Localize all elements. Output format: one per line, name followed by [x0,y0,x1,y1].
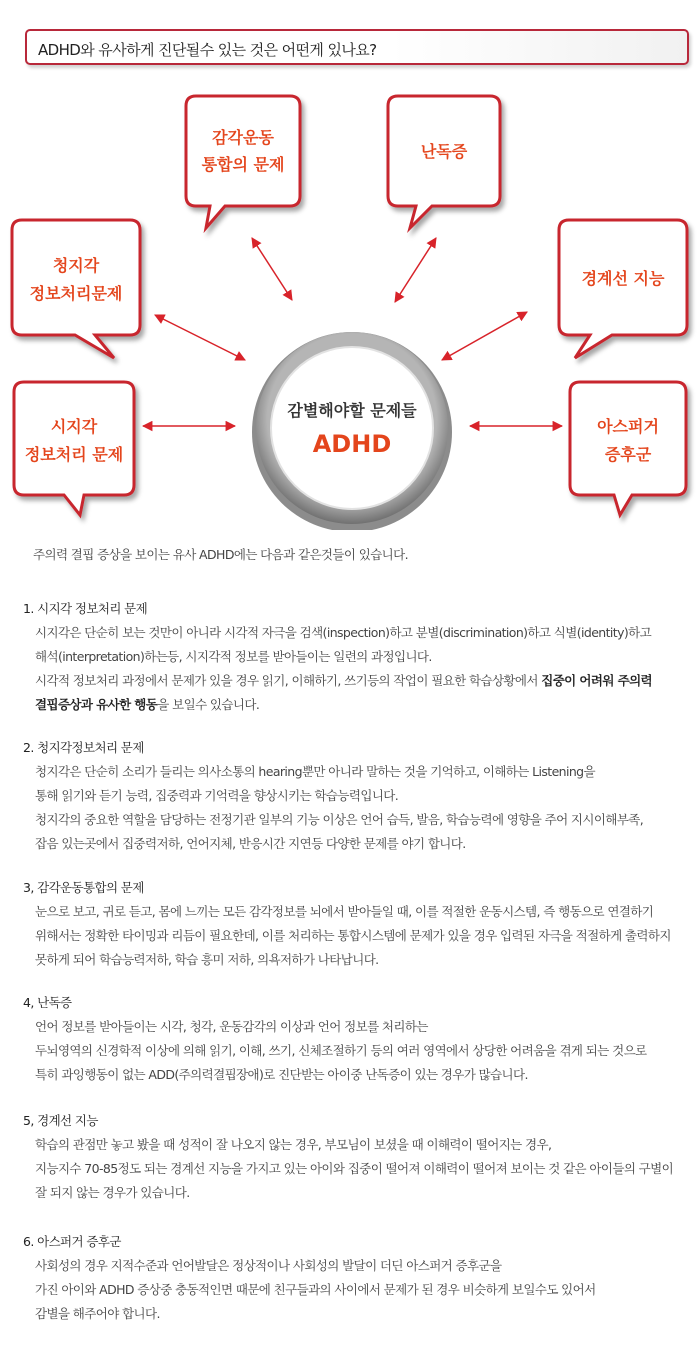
bubble-asperger-line2: 증후군 [604,445,652,464]
arrow-sensory [252,238,292,300]
center-adhd: ADHD [312,430,392,458]
bubble-sensory [186,96,300,228]
section-line: 감별을 해주어야 합니다. [35,1306,160,1321]
bubble-sensory-line2: 통합의 문제 [201,155,285,174]
section-line: 지능지수 70-85정도 되는 경계선 지능을 가지고 있는 아이와 집중이 떨어져 이해력이 떨어져 보이는 것 같은 아이들의 구별이 [35,1161,674,1176]
section-line: 청지각의 중요한 역할을 담당하는 전정기관 일부의 기능 이상은 언어 습득, 발음, 학습능력에 영향을 주어 지시이해부족, [35,812,644,827]
section-borderline [23,1109,683,1205]
section-line: 잘 되지 않는 경우가 있습니다. [35,1185,190,1200]
intro-text: 주의력 결핍 증상을 보이는 유사 ADHD에는 다음과 같은것들이 있습니다. [33,547,408,562]
section-dyslexia [23,991,683,1087]
section-line-text: 을 보일수 있습니다. [157,697,260,712]
section-line: 위해서는 정확한 타이밍과 리듬이 필요한데, 이를 처리하는 통합시스템에 문제가 있을 경우 입력된 자극을 적절하게 출력하지 [35,928,671,943]
section-line: 가진 아이와 ADHD 증상중 충동적인면 때문에 친구들과의 사이에서 문제가 된 경우 비슷하게 보일수도 있어서 [35,1282,596,1297]
bubble-dyslexia [388,96,500,228]
section-heading: 2. 청지각정보처리 문제 [23,740,144,755]
section-line [35,693,683,717]
section-heading: 1. 시지각 정보처리 문제 [23,601,148,616]
arrow-auditory [155,315,245,360]
page-title: ADHD와 유사하게 진단될수 있는 것은 어떤게 있나요? [38,41,377,59]
section-emphasis: 집중이 어려워 주의력 [541,673,653,688]
bubble-visual-line1: 시지각 [50,417,98,436]
bubble-auditory-line1: 청지각 [52,256,100,275]
section-line: 눈으로 보고, 귀로 듣고, 몸에 느끼는 모든 감각정보를 뇌에서 받아들일 때, 이를 적절한 운동시스템, 즉 행동으로 연결하기 [35,904,654,919]
section-heading: 6. 아스퍼거 증후군 [23,1234,121,1249]
bubble-asperger-line1: 아스퍼거 [597,417,659,436]
bubble-sensory-line1: 감각운동 [212,128,274,147]
title-box [25,29,689,65]
bubble-borderline-line1: 경계선 지능 [581,269,665,288]
bubble-auditory-line2: 정보처리문제 [29,284,123,303]
bubble-dyslexia-line1: 난독증 [420,142,468,161]
section-line: 통해 읽기와 듣기 능력, 집중력과 기억력을 향상시키는 학습능력입니다. [35,788,399,803]
section-heading: 5, 경계선 지능 [23,1113,98,1128]
section-visual [23,597,683,717]
section-line: 두뇌영역의 신경학적 이상에 의해 읽기, 이해, 쓰기, 신체조절하기 등의 여러 영역에서 상당한 어려움을 겪게 되는 것으로 [35,1043,647,1058]
section-heading: 3, 감각운동통합의 문제 [23,880,144,895]
bubble-asperger [570,382,686,515]
section-line: 해석(interpretation)하는등, 시지각적 정보를 받아들이는 일련의 과정입니다. [35,649,432,664]
section-line: 특히 과잉행동이 없는 ADD(주의력결핍장애)로 진단받는 아이중 난독증이 있는 경우가 많습니다. [35,1067,528,1082]
bubble-borderline [559,220,687,358]
section-line: 학습의 관점만 놓고 봤을 때 성적이 잘 나오지 않는 경우, 부모님이 보셨을 때 이해력이 떨어지는 경우, [35,1137,552,1152]
bubble-visual-line2: 정보처리 문제 [24,445,124,464]
center-circle [252,332,452,530]
section-emphasis: 결핍증상과 유사한 행동 [35,697,158,712]
section-line: 사회성의 경우 지적수준과 언어발달은 정상적이나 사회성의 발달이 더딘 아스퍼거 증후군을 [35,1258,502,1273]
bubble-auditory [12,220,140,358]
section-heading: 4, 난독증 [23,995,72,1010]
section-asperger [23,1230,683,1326]
section-sensory [23,876,683,972]
section-line [35,669,683,693]
center-label: 감별해야할 문제들 [287,401,417,420]
diagram [0,80,699,530]
section-line: 청지각은 단순히 소리가 들리는 의사소통의 hearing뿐만 아니라 말하는 것을 기억하고, 이해하는 Listening을 [35,764,595,779]
section-line: 잡음 있는곳에서 집중력저하, 언어지체, 반응시간 지연등 다양한 문제를 야기 합니다. [35,836,466,851]
bubble-visual [14,382,134,515]
arrow-dyslexia [395,238,436,302]
arrow-borderline [442,312,527,360]
section-line-text: 시각적 정보처리 과정에서 문제가 있을 경우 읽기, 이해하기, 쓰기등의 작업이 필요한 학습상황에서 [35,673,542,688]
section-auditory [23,736,683,856]
section-line: 언어 정보를 받아들이는 시각, 청각, 운동감각의 이상과 언어 정보를 처리하는 [35,1019,428,1034]
section-line: 시지각은 단순히 보는 것만이 아니라 시각적 자극을 검색(inspection)하고 분별(discrimination)하고 식별(identity)하고 [35,625,652,640]
section-line: 못하게 되어 학습능력저하, 학습 흥미 저하, 의욕저하가 나타납니다. [35,952,379,967]
